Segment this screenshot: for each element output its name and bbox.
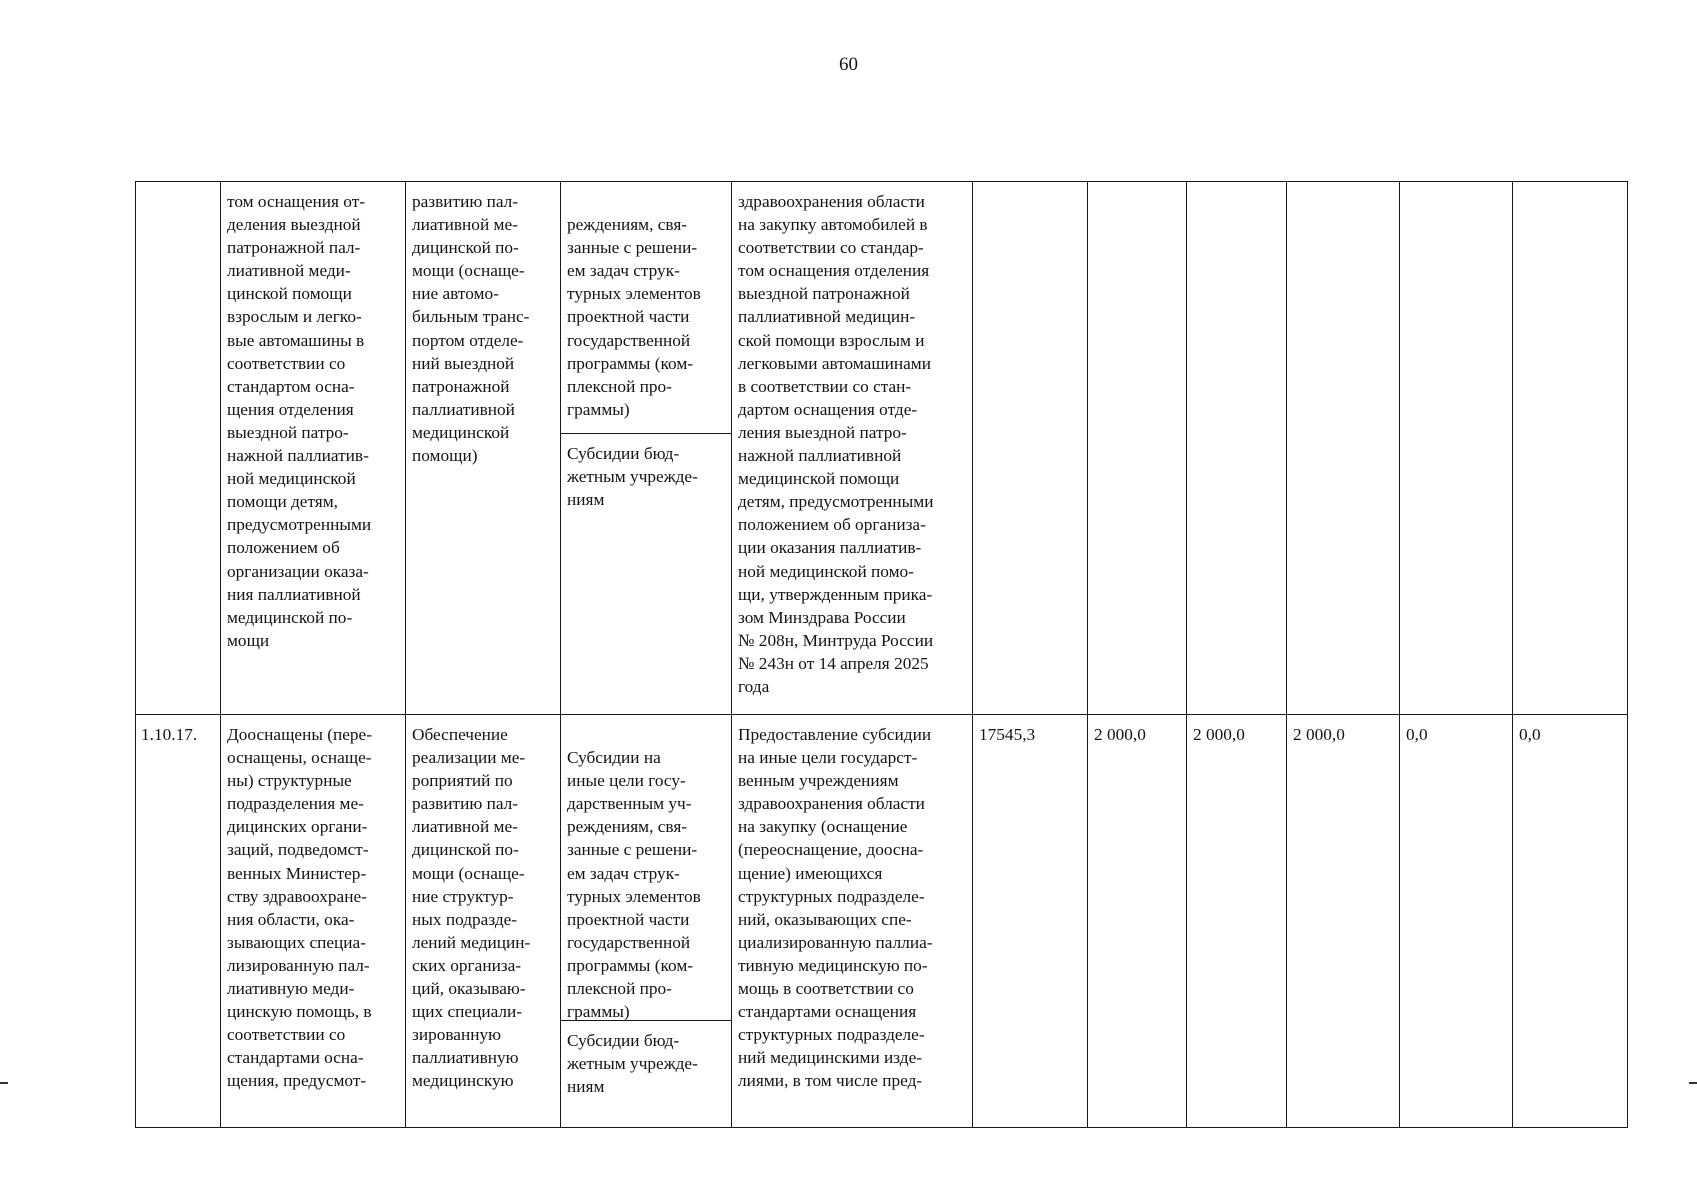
funding-source-top: реждениям, свя- занные с решени- ем задач струк- турных элементов проектной части государственной программы (ком- плексной про- граммы) bbox=[561, 205, 731, 434]
value-cell bbox=[1287, 182, 1400, 715]
funding-source-top: Субсидии на иные цели госу- дарственным уч- реждениям, свя- занные с решени- ем задач струк- турных элементов проектной части государственной программы (ком- плексной про- граммы) bbox=[561, 738, 731, 1021]
measure-cell: Обеспечение реализации ме- роприятий по развитию пал- лиативной ме- дицинской по- мощи (оснаще- ние структур- ных подразде- лений медицин- ских организа- ций, оказываю- щих специали- зированную паллиативную медицинскую bbox=[406, 715, 561, 1128]
funding-source-cell bbox=[561, 715, 732, 1128]
value-cell: 2 000,0 bbox=[1088, 715, 1187, 1128]
funding-source-bottom: Субсидии бюд- жетным учрежде- ниям bbox=[567, 1031, 698, 1097]
value-cell bbox=[973, 182, 1088, 715]
value-cell: 0,0 bbox=[1513, 715, 1628, 1128]
program-table bbox=[135, 181, 1628, 1128]
page-number: 60 bbox=[839, 54, 858, 75]
margin-mark bbox=[1689, 1082, 1697, 1084]
margin-mark bbox=[0, 1082, 8, 1084]
value-cell: 17545,3 bbox=[973, 715, 1088, 1128]
row-number bbox=[136, 182, 221, 715]
description-cell: Предоставление субсидии на иные цели государст- венным учреждениям здравоохранения области на закупку (оснащение (переоснащение, доосна- щение) имеющихся структурных подразделе- ний, оказывающих спе- циализированную паллиа- тивную медицинскую по- мощь в соответствии со стандартами оснащения структурных подразделе- ний медицинскими изде- лиями, в том числе пред- bbox=[732, 715, 973, 1128]
value-cell bbox=[1400, 182, 1513, 715]
value-cell bbox=[1513, 182, 1628, 715]
value-cell: 2 000,0 bbox=[1187, 715, 1287, 1128]
result-cell: Дооснащены (пере- оснащены, оснаще- ны) структурные подразделения ме- дицинских органи- заций, подведомст- венных Министер- ству здравоохране- ния области, ока- зывающих специа- лизированную пал- лиативную меди- цинскую помощь, в соответствии со стандартами осна- щения, предусмот- bbox=[221, 715, 406, 1128]
table-row bbox=[136, 715, 1628, 1128]
measure-cell: развитию пал- лиативной ме- дицинской по- мощи (оснаще- ние автомо- бильным транс- портом отделе- ний выездной патронажной паллиативной медицинской помощи) bbox=[406, 182, 561, 715]
funding-source-bottom: Субсидии бюд- жетным учрежде- ниям bbox=[567, 444, 698, 510]
description-cell: здравоохранения области на закупку автомобилей в соответствии со стандар- том оснащения отделения выездной патронажной паллиативной медицин- ской помощи взрослым и легковыми автомашинами в соответствии со стан- дартом оснащения отде- ления выездной патро- нажной паллиативной медицинской помощи детям, предусмотренными положением об организа- ции оказания паллиатив- ной медицинской помо- щи, утвержденным прика- зом Минздрава России № 208н, Минтруда России № 243н от 14 апреля 2025 года bbox=[732, 182, 973, 715]
value-cell bbox=[1187, 182, 1287, 715]
funding-source-cell bbox=[561, 182, 732, 715]
table-row bbox=[136, 182, 1628, 715]
value-cell bbox=[1088, 182, 1187, 715]
value-cell: 2 000,0 bbox=[1287, 715, 1400, 1128]
value-cell: 0,0 bbox=[1400, 715, 1513, 1128]
result-cell: том оснащения от- деления выездной патронажной пал- лиативной меди- цинской помощи взрослым и легко- вые автомашины в соответствии со стандартом осна- щения отделения выездной патро- нажной паллиатив- ной медицинской помощи детям, предусмотренными положением об организации оказа- ния паллиативной медицинской по- мощи bbox=[221, 182, 406, 715]
row-number: 1.10.17. bbox=[136, 715, 221, 1128]
